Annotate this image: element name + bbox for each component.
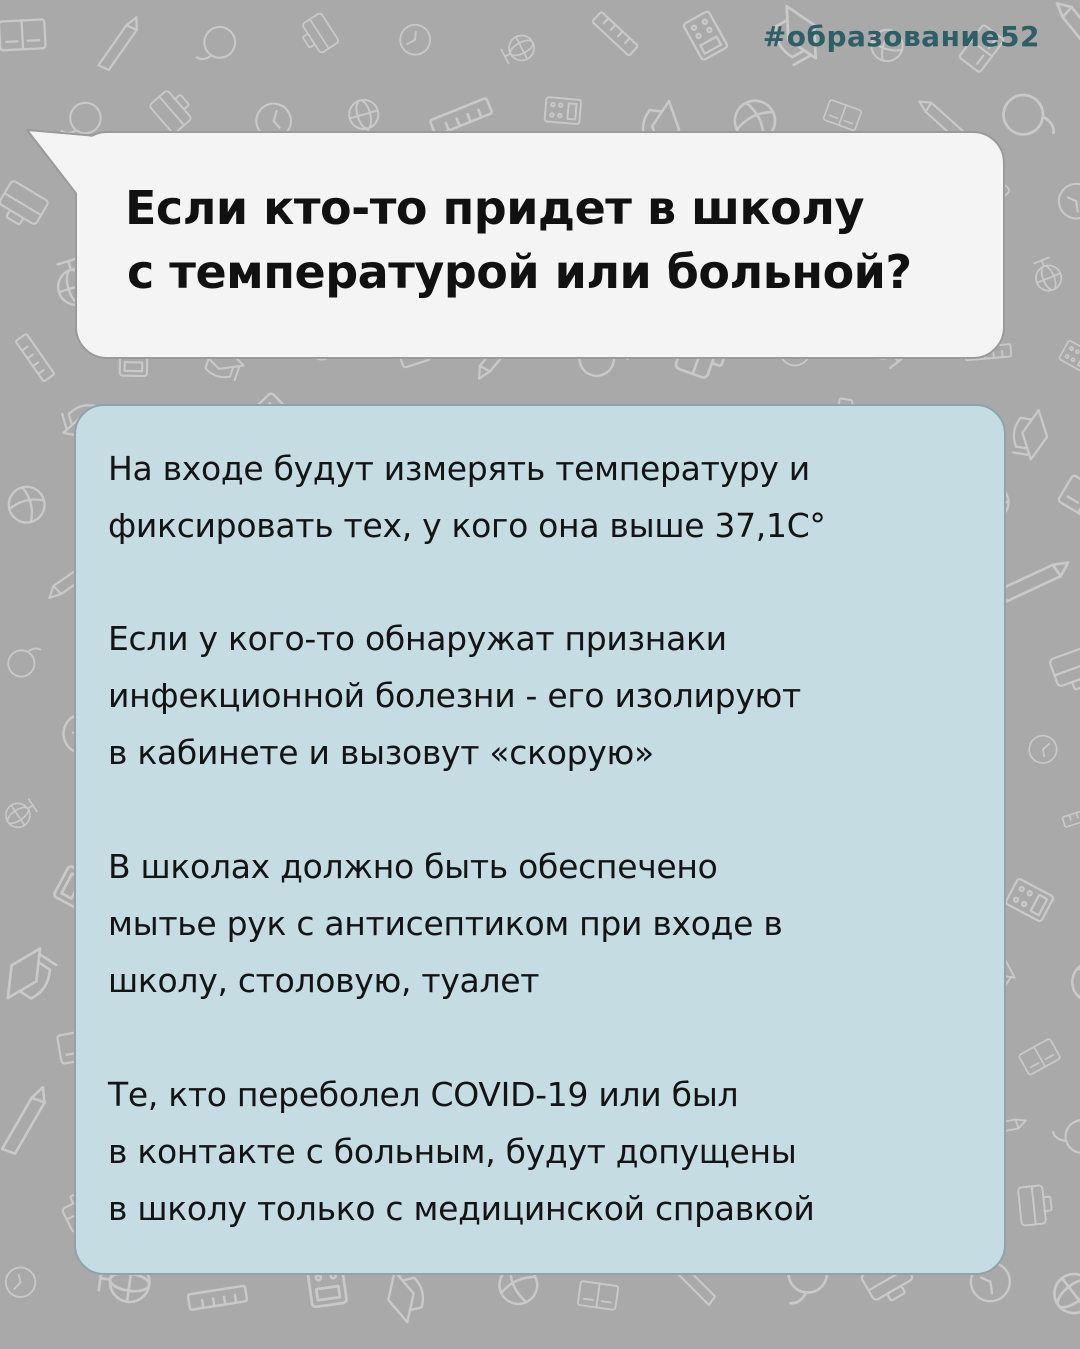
paragraph-hand-washing	[108, 838, 783, 1009]
calculator-icon	[683, 11, 728, 61]
book-icon	[1018, 1038, 1060, 1075]
ruler-icon	[592, 12, 638, 56]
paragraph-line: в контакте с больным, будут допущены	[108, 1132, 797, 1171]
paragraph-line: Те, кто переболел COVID-19 или был	[108, 1075, 739, 1114]
paragraph-covid-certificate	[108, 1066, 815, 1237]
paragraph-line: В школах должно быть обеспечено	[108, 847, 718, 886]
ruler-icon	[188, 1286, 247, 1310]
headline-line-2: с температурой или больной?	[127, 245, 912, 299]
globe-icon	[1047, 1260, 1080, 1321]
headline-question	[125, 176, 912, 304]
paragraph-line: Если у кого-то обнаружат признаки	[108, 619, 727, 658]
ball-icon	[1064, 954, 1080, 1010]
paragraph-line: мытье рук с антисептиком при входе в	[108, 904, 783, 943]
ruler-icon	[1062, 805, 1080, 827]
briefcase-icon	[149, 85, 197, 134]
paragraph-line: в школу только с медицинской справкой	[108, 1189, 815, 1228]
book-icon	[578, 1281, 619, 1310]
briefcase-icon	[297, 12, 340, 57]
calculator-icon	[1059, 340, 1080, 373]
paragraph-line: На входе будут измерять температуру и	[108, 449, 810, 488]
paragraph-line: инфекционной болезни - его изолируют	[108, 676, 801, 715]
clock-icon	[0, 1261, 41, 1303]
graduation-cap-icon	[0, 941, 61, 1012]
paragraph-temperature-check	[108, 440, 826, 554]
book-icon	[1058, 475, 1080, 525]
clock-icon	[1024, 730, 1063, 769]
pencil-icon	[0, 1087, 63, 1157]
apple-icon	[1002, 93, 1057, 138]
graduation-cap-icon	[1010, 407, 1051, 462]
apple-icon	[193, 21, 240, 71]
speech-bubble-tail-cover	[0, 0, 140, 260]
calculator-icon	[1005, 878, 1054, 922]
calculator-icon	[544, 97, 581, 124]
hashtag-label: #образование52	[762, 20, 1040, 53]
book-icon	[823, 99, 862, 130]
paragraph-line: школу, столовую, туалет	[108, 961, 540, 1000]
clock-icon	[1057, 182, 1080, 221]
paragraph-line: фиксировать тех, у кого она выше 37,1С°	[108, 506, 826, 545]
apple-icon	[4, 638, 44, 681]
pencil-icon	[997, 552, 1068, 611]
ball-icon	[5, 483, 48, 526]
headline-line-1: Если кто-то придет в школу	[125, 181, 864, 235]
globe-icon	[1030, 256, 1065, 295]
paragraph-line: в кабинете и вызовут «скорую»	[108, 733, 654, 772]
ruler-icon	[15, 334, 54, 382]
apple-icon	[1052, 1116, 1080, 1159]
briefcase-icon	[1049, 645, 1080, 695]
globe-icon	[499, 31, 538, 67]
globe-icon	[1, 795, 39, 832]
paragraph-isolation	[108, 610, 801, 781]
clock-icon	[395, 20, 435, 60]
pencil-icon	[1057, 0, 1080, 65]
briefcase-icon	[1018, 1184, 1053, 1225]
